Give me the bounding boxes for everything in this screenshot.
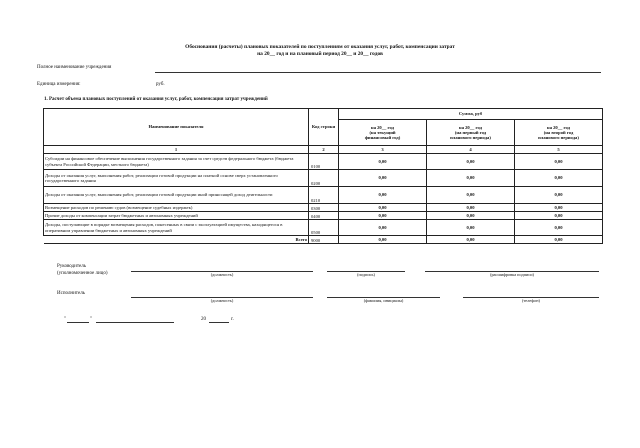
year3-line3: планового периода) (538, 135, 579, 141)
head-name: Наименование показателя (44, 109, 309, 146)
row-value-1: 0,00 (339, 154, 427, 170)
date-year-line (209, 322, 229, 323)
table-row (44, 170, 603, 187)
row-value-3: 0,00 (515, 204, 603, 212)
year2-line2: (на первый год (454, 129, 487, 135)
date-year-prefix: 20 (201, 317, 206, 322)
date-month-line (96, 322, 174, 323)
head-year1 (339, 120, 427, 146)
year2-line3: планового периода) (450, 135, 491, 141)
row-code: 0300 (309, 204, 339, 212)
col-number: 4 (427, 146, 515, 154)
institution-line (155, 72, 601, 73)
table-row (44, 220, 603, 236)
head-signature-caption: (подпись) (357, 272, 375, 277)
row-name: Прочие доходы от компенсации затрат бюджетных и автономных учреждений (44, 212, 309, 220)
table-total-row (44, 236, 603, 244)
row-name: Субсидии на финансовое обеспечение выполнения государственного задания за счет средств федерального бюджета (бюджета субъекта Российской Федерации, местного бюджета) (44, 154, 309, 170)
row-value-3: 0,00 (515, 154, 603, 170)
year1-line2: (на текущий (369, 129, 396, 135)
head-label: Руководитель (57, 264, 87, 269)
table-header-row (44, 109, 603, 120)
revenue-table (43, 108, 603, 244)
row-code: 0500 (309, 220, 339, 236)
date-suffix: г. (231, 317, 234, 322)
row-value-2: 0,00 (427, 187, 515, 204)
year2-line1: на 20__ год (459, 124, 482, 130)
row-value-2: 0,00 (427, 170, 515, 187)
row-value-1: 0,00 (339, 204, 427, 212)
row-name: Доходы, поступающие в порядке возмещения расходов, понесенных в связи с эксплуатацией имущества, находящегося в оперативном управлении бюджетных и автономных учреждений (44, 220, 309, 236)
row-value-1: 0,00 (339, 187, 427, 204)
row-value-2: 0,00 (427, 212, 515, 220)
year3-line1: на 20__ год (547, 124, 570, 130)
table-row (44, 204, 603, 212)
total-value-2: 0,00 (427, 236, 515, 244)
doc-title-line1: Обоснования (расчеты) плановых показателей по поступлениям от оказания услуг, работ, компенсации затрат (185, 44, 455, 50)
institution-label: Полное наименование учреждения (37, 65, 112, 70)
head-code: Код строки (309, 109, 339, 146)
year1-line1: на 20__ год (371, 124, 394, 130)
row-value-1: 0,00 (339, 212, 427, 220)
row-value-2: 0,00 (427, 220, 515, 236)
year3-line2: (на второй год (543, 129, 574, 135)
date-day-line (67, 322, 89, 323)
unit-value: руб. (156, 82, 165, 87)
year1-line3: финансовый год) (364, 135, 401, 141)
row-code: 0100 (309, 154, 339, 170)
row-code: 0400 (309, 212, 339, 220)
row-value-3: 0,00 (515, 220, 603, 236)
row-value-3: 0,00 (515, 170, 603, 187)
row-name: Доходы от оказания услуг, выполнения работ, реализации готовой продукции на платной основе сверх установленного государственного задания (44, 170, 309, 187)
row-value-1: 0,00 (339, 220, 427, 236)
row-value-3: 0,00 (515, 212, 603, 220)
head-sum: Сумма, руб (339, 109, 603, 120)
head-position-caption: (должность) (210, 272, 234, 277)
row-code: 0210 (309, 187, 339, 204)
col-number: 5 (515, 146, 603, 154)
executor-position-caption: (должность) (210, 298, 234, 303)
doc-title-line2: на 20__ год и на плановый период 20__ и 20__ годов (257, 51, 383, 57)
date-quote-open: " (64, 317, 67, 322)
head-year2 (427, 120, 515, 146)
unit-label: Единица измерения: (37, 82, 81, 87)
col-number: 3 (339, 146, 427, 154)
executor-fio-caption: (фамилия, инициалы) (363, 298, 404, 303)
executor-phone-caption: (телефон) (522, 298, 540, 303)
executor-label: Исполнитель (57, 291, 85, 296)
total-label: Всего (44, 236, 309, 244)
row-name: Возмещение расходов по решению судов (возмещение судебных издержек) (44, 204, 309, 212)
section-heading: 1. Расчет объема плановых поступлений от оказания услуг, работ, компенсация затрат учреждений (44, 97, 268, 102)
table-row (44, 212, 603, 220)
date-quote-close: " (90, 317, 93, 322)
total-value-1: 0,00 (339, 236, 427, 244)
row-value-1: 0,00 (339, 170, 427, 187)
total-value-3: 0,00 (515, 236, 603, 244)
col-number: 2 (309, 146, 339, 154)
head-decode-caption: (расшифровка подписи) (490, 272, 534, 277)
row-value-2: 0,00 (427, 154, 515, 170)
head-label-sub: (уполномоченное лицо) (57, 271, 108, 276)
head-year3 (515, 120, 603, 146)
table-row (44, 154, 603, 170)
row-value-2: 0,00 (427, 204, 515, 212)
row-value-3: 0,00 (515, 187, 603, 204)
col-number: 1 (44, 146, 309, 154)
row-name: Доходы от оказания услуг, выполнения работ, реализации готовой продукции иной приносящей доход деятельности (44, 187, 309, 204)
column-numbers-row (44, 146, 603, 154)
row-code: 0200 (309, 170, 339, 187)
total-code: 9000 (309, 236, 339, 244)
table-row (44, 187, 603, 204)
